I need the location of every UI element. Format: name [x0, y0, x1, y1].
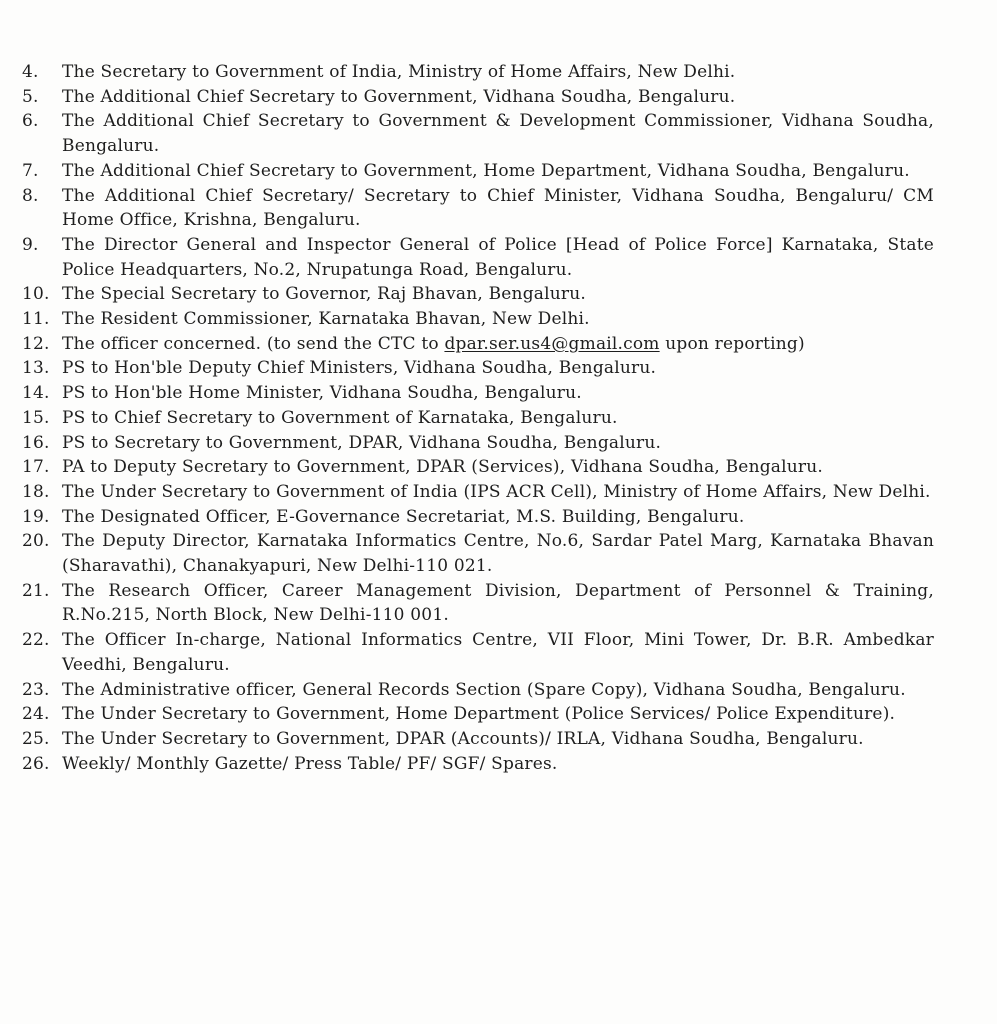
- item-number: 24.: [22, 704, 50, 725]
- item-text: The Additional Chief Secretary to Government & Development Commissioner, Vidhana Soudha, Bengaluru.: [62, 111, 934, 157]
- item-text: PS to Hon'ble Deputy Chief Ministers, Vidhana Soudha, Bengaluru.: [62, 358, 657, 379]
- item-number: 12.: [22, 333, 50, 354]
- list-item: [22, 431, 934, 456]
- item-number: 21.: [22, 580, 50, 601]
- item-number: 9.: [22, 234, 39, 255]
- item-number: 11.: [22, 309, 50, 330]
- item-number: 18.: [22, 481, 50, 502]
- list-item: [22, 529, 934, 578]
- item-text: The Additional Chief Secretary/ Secretary to Chief Minister, Vidhana Soudha, Bengaluru/ CM Home Office, Krishna, Bengaluru.: [62, 185, 934, 231]
- item-text: The Resident Commissioner, Karnataka Bhavan, New Delhi.: [62, 309, 590, 330]
- item-number: 22.: [22, 630, 50, 651]
- item-text: The Under Secretary to Government of India (IPS ACR Cell), Ministry of Home Affairs, New Delhi.: [62, 481, 931, 502]
- list-item: [22, 727, 934, 752]
- item-number: 23.: [22, 679, 50, 700]
- list-item: [22, 752, 934, 777]
- item-number: 25.: [22, 728, 50, 749]
- item-number: 5.: [22, 86, 39, 107]
- item-text: PS to Secretary to Government, DPAR, Vidhana Soudha, Bengaluru.: [62, 432, 662, 453]
- item-number: 6.: [22, 111, 39, 132]
- item-text: The Research Officer, Career Management Division, Department of Personnel & Training, R.No.215, North Block, New Delhi-110 001.: [62, 580, 934, 626]
- list-item: [22, 184, 934, 233]
- item-number: 26.: [22, 753, 50, 774]
- email-link[interactable]: dpar.ser.us4@gmail.com: [444, 333, 660, 354]
- item-text: The Officer In-charge, National Informatics Centre, VII Floor, Mini Tower, Dr. B.R. Ambedkar Veedhi, Bengaluru.: [62, 630, 934, 675]
- list-item: [22, 579, 934, 628]
- item-text: PS to Hon'ble Home Minister, Vidhana Soudha, Bengaluru.: [62, 383, 582, 404]
- item-number: 10.: [22, 284, 50, 305]
- item-text: [62, 332, 934, 357]
- item-number: 14.: [22, 383, 50, 404]
- list-item: [22, 678, 934, 703]
- item-text: The Administrative officer, General Records Section (Spare Copy), Vidhana Soudha, Bengaluru.: [62, 679, 906, 700]
- list-item: [22, 628, 934, 677]
- list-item: [22, 159, 934, 184]
- item-number: 17.: [22, 457, 50, 478]
- item-number: 7.: [22, 160, 39, 181]
- list-item: [22, 356, 934, 381]
- item-text: The Under Secretary to Government, Home Department (Police Services/ Police Expenditure).: [62, 704, 896, 725]
- list-item: [22, 480, 934, 505]
- list-item: [22, 233, 934, 282]
- item-number: 16.: [22, 432, 50, 453]
- item-text: The Director General and Inspector General of Police [Head of Police Force] Karnataka, State Police Headquarters, No.2, Nrupatunga Road, Bengaluru.: [62, 234, 934, 280]
- item-text: Weekly/ Monthly Gazette/ Press Table/ PF/ SGF/ Spares.: [62, 753, 558, 774]
- list-item: [22, 85, 934, 110]
- list-item: [22, 109, 934, 158]
- list-item: [22, 381, 934, 406]
- item-text: The Additional Chief Secretary to Government, Home Department, Vidhana Soudha, Bengaluru.: [62, 160, 910, 181]
- list-item: [22, 406, 934, 431]
- item-number: 20.: [22, 531, 50, 552]
- list-item: [22, 505, 934, 530]
- item-number: 13.: [22, 358, 50, 379]
- distribution-list: [22, 60, 934, 776]
- item-text: The Secretary to Government of India, Ministry of Home Affairs, New Delhi.: [62, 62, 736, 82]
- item-number: 19.: [22, 506, 50, 527]
- list-item: [22, 307, 934, 332]
- item-text: The Deputy Director, Karnataka Informatics Centre, No.6, Sardar Patel Marg, Karnataka Bhavan (Sharavathi), Chanakyapuri, New Delhi-110 021.: [62, 531, 934, 577]
- item-number: 8.: [22, 185, 39, 206]
- list-item: [22, 455, 934, 480]
- item-number: 15.: [22, 407, 50, 428]
- item-text: PS to Chief Secretary to Government of Karnataka, Bengaluru.: [62, 407, 618, 428]
- item-text: The Additional Chief Secretary to Government, Vidhana Soudha, Bengaluru.: [62, 86, 736, 107]
- item-text: The Under Secretary to Government, DPAR (Accounts)/ IRLA, Vidhana Soudha, Bengaluru.: [62, 728, 864, 749]
- item-text: PA to Deputy Secretary to Government, DPAR (Services), Vidhana Soudha, Bengaluru.: [62, 457, 823, 478]
- item-text-after-email: upon reporting): [659, 333, 805, 354]
- item-text: The Designated Officer, E-Governance Secretariat, M.S. Building, Bengaluru.: [62, 506, 745, 527]
- list-item: [22, 60, 934, 85]
- list-item: [22, 332, 934, 357]
- item-number: 4.: [22, 62, 39, 82]
- item-text-before-email: The officer concerned. (to send the CTC to: [62, 333, 445, 354]
- list-item: [22, 282, 934, 307]
- item-text: The Special Secretary to Governor, Raj Bhavan, Bengaluru.: [62, 284, 586, 305]
- list-item: [22, 702, 934, 727]
